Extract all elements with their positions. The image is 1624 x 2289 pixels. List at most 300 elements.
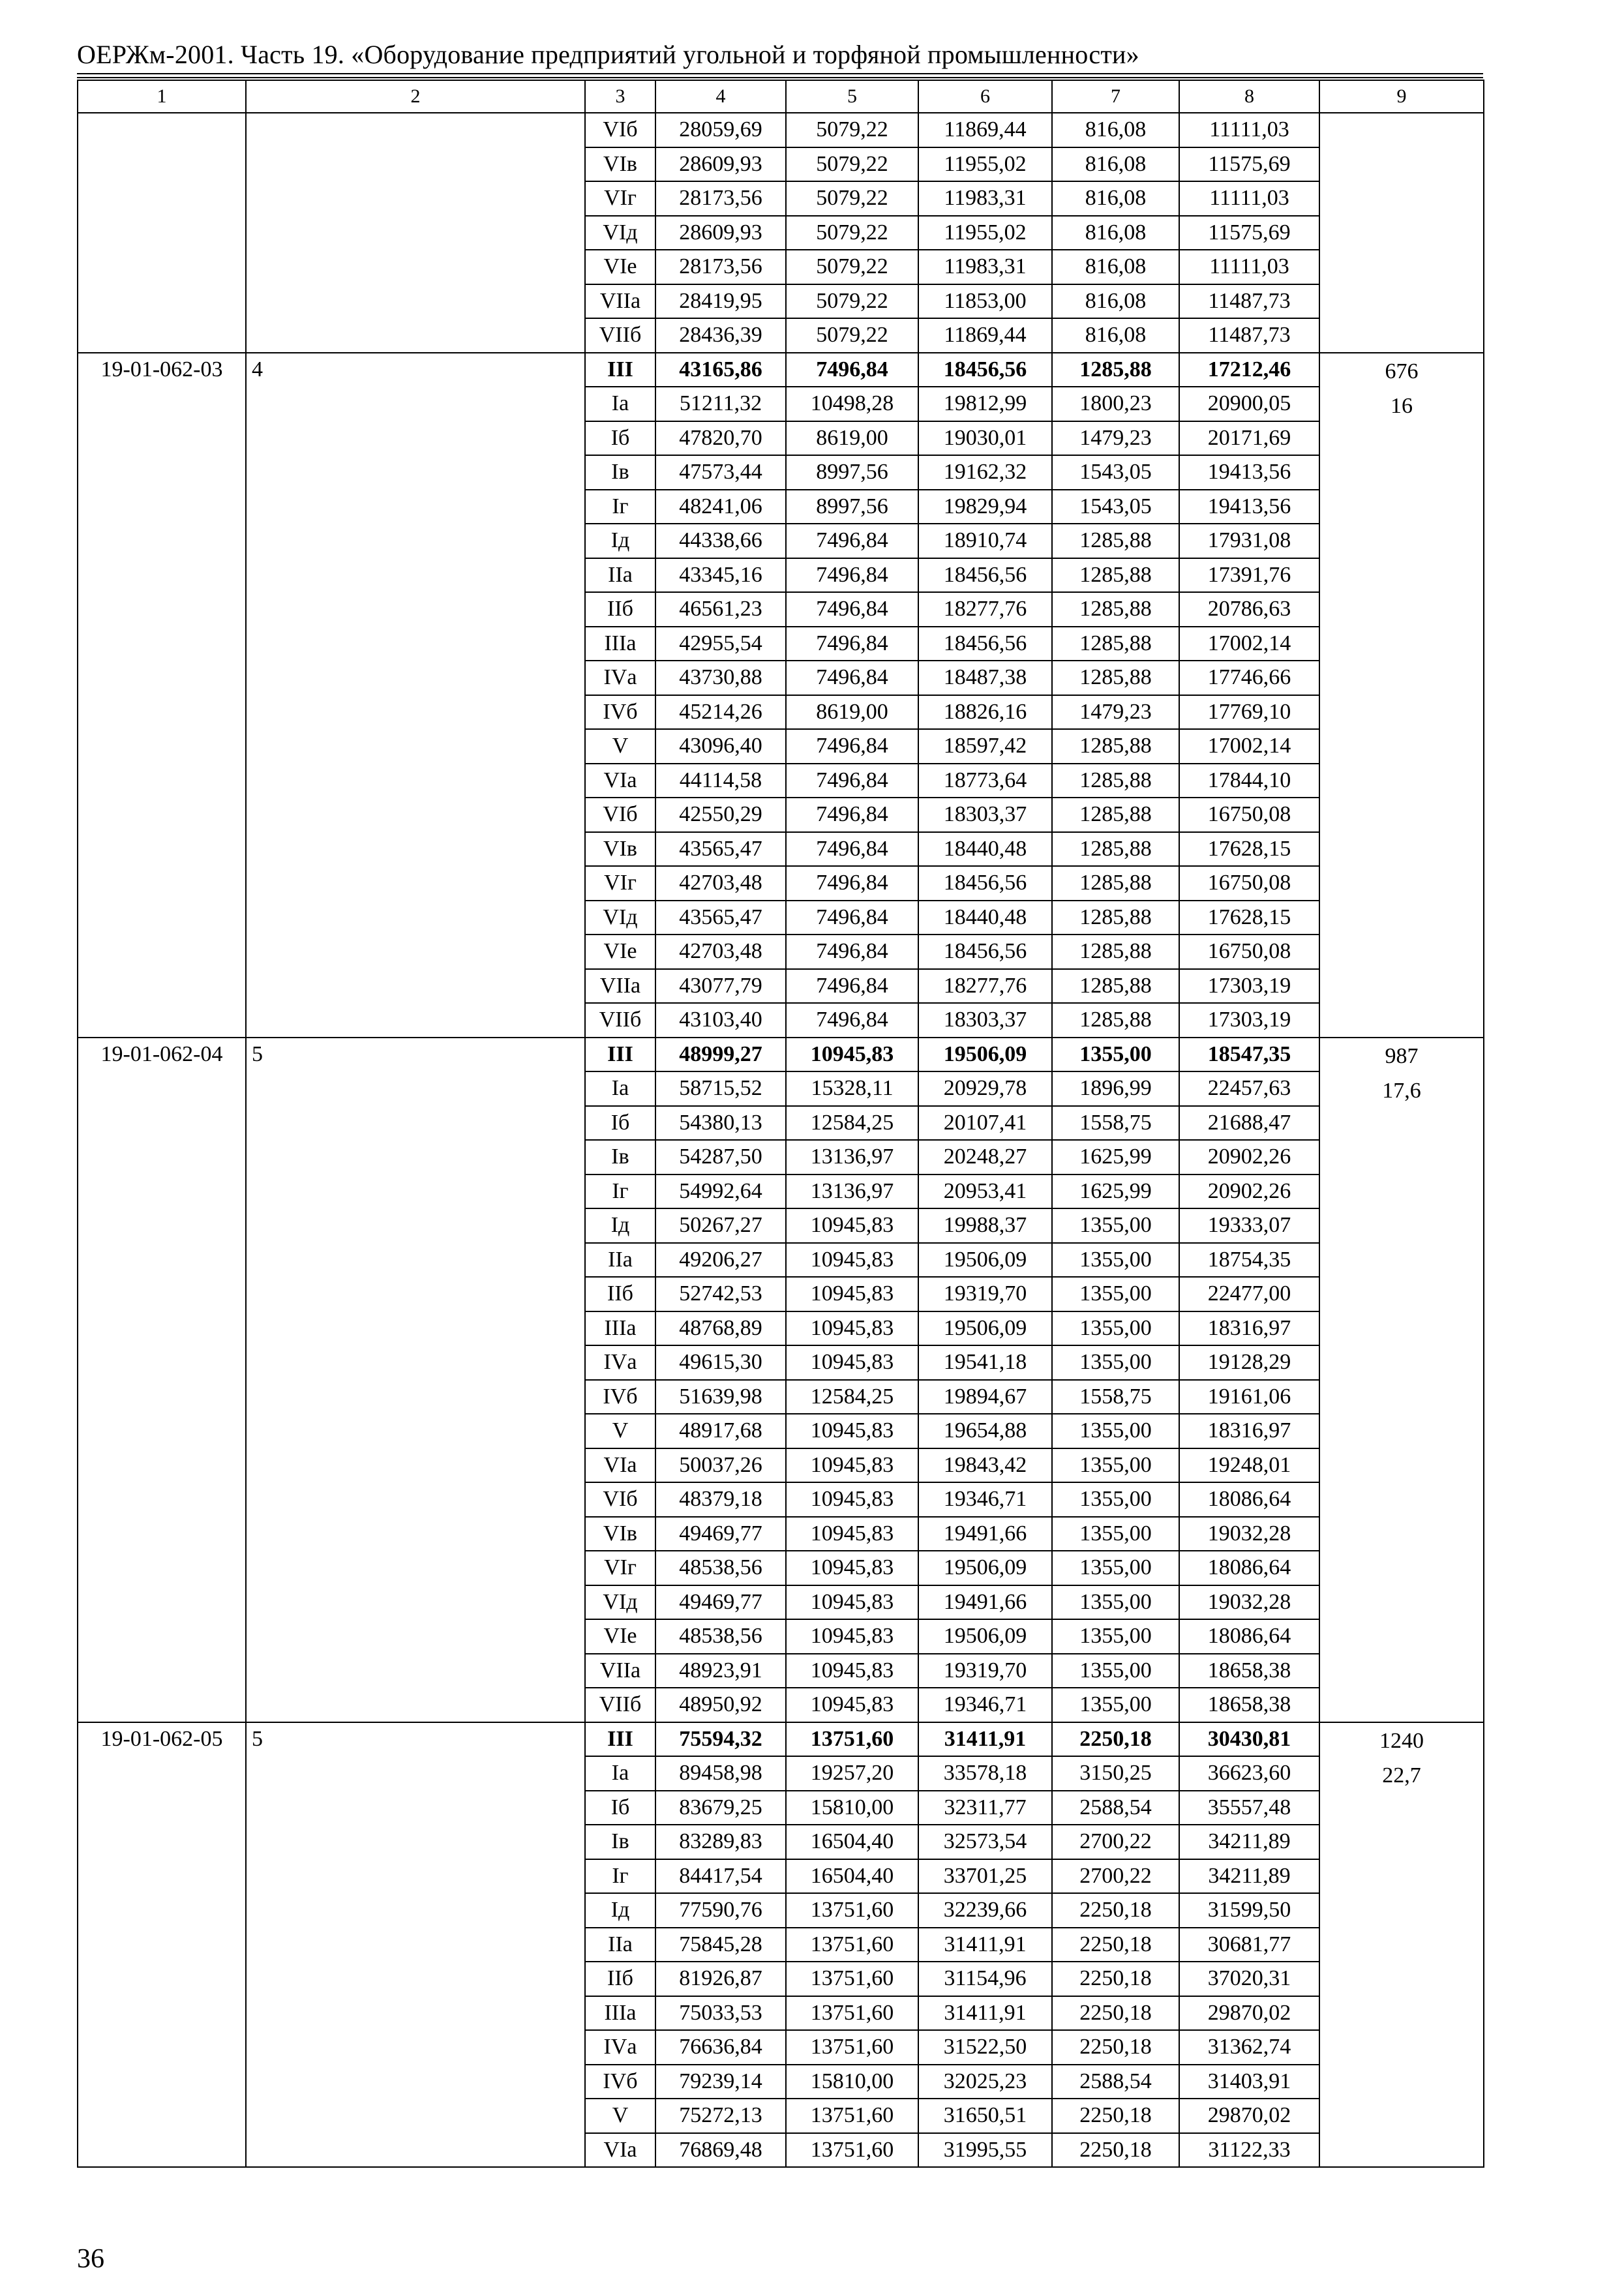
price-cell: 1285,88 (1052, 524, 1179, 558)
price-cell: 17628,15 (1179, 832, 1319, 867)
price-cell: 5079,22 (786, 318, 918, 353)
price-cell: 5079,22 (786, 113, 918, 147)
price-cell: 7496,84 (786, 832, 918, 867)
price-cell: 10945,83 (786, 1448, 918, 1483)
price-cell: 1355,00 (1052, 1311, 1179, 1346)
price-cell: 1355,00 (1052, 1414, 1179, 1448)
region-zone-cell: Iв (585, 1825, 655, 1859)
region-zone-cell: IIб (585, 1277, 655, 1311)
region-zone-cell: Iд (585, 1893, 655, 1928)
price-cell: 19128,29 (1179, 1345, 1319, 1380)
column-number-row (78, 80, 1484, 113)
price-cell: 1896,99 (1052, 1071, 1179, 1106)
price-cell: 1355,00 (1052, 1038, 1179, 1072)
price-cell: 13751,60 (786, 2133, 918, 2168)
price-cell: 19333,07 (1179, 1208, 1319, 1243)
price-cell: 31650,51 (918, 2099, 1052, 2133)
price-cell: 1285,88 (1052, 935, 1179, 969)
region-zone-cell: VIд (585, 216, 655, 250)
price-cell: 75594,32 (655, 1722, 786, 1757)
region-zone-cell: VIв (585, 147, 655, 182)
column-header: 4 (655, 80, 786, 113)
price-cell: 7496,84 (786, 866, 918, 901)
price-cell: 11487,73 (1179, 284, 1319, 319)
column-header: 1 (78, 80, 246, 113)
price-cell: 44114,58 (655, 764, 786, 798)
labor-cell (1319, 1722, 1484, 2168)
price-cell: 20248,27 (918, 1140, 1052, 1174)
price-cell: 1355,00 (1052, 1688, 1179, 1722)
price-cell: 18487,38 (918, 661, 1052, 695)
price-cell: 8619,00 (786, 421, 918, 456)
region-zone-cell: IIа (585, 1928, 655, 1962)
price-cell: 75272,13 (655, 2099, 786, 2133)
price-table (77, 80, 1484, 2168)
price-cell: 34211,89 (1179, 1825, 1319, 1859)
price-cell: 31362,74 (1179, 2030, 1319, 2065)
price-cell: 17303,19 (1179, 1003, 1319, 1038)
price-cell: 7496,84 (786, 627, 918, 661)
price-cell: 1355,00 (1052, 1585, 1179, 1620)
price-cell: 13751,60 (786, 1928, 918, 1962)
region-zone-cell: VIIб (585, 318, 655, 353)
table-row (78, 1722, 1484, 1757)
price-cell: 1285,88 (1052, 901, 1179, 935)
price-cell: 19541,18 (918, 1345, 1052, 1380)
price-cell: 11111,03 (1179, 181, 1319, 216)
labor-value: 16 (1391, 393, 1413, 418)
price-cell: 10945,83 (786, 1243, 918, 1278)
labor-cell (1319, 1038, 1484, 1722)
price-cell: 19988,37 (918, 1208, 1052, 1243)
region-zone-cell: VIд (585, 901, 655, 935)
price-cell: 31411,91 (918, 1928, 1052, 1962)
price-cell: 19346,71 (918, 1688, 1052, 1722)
price-cell: 19032,28 (1179, 1585, 1319, 1620)
price-cell: 19894,67 (918, 1380, 1052, 1414)
price-cell: 20953,41 (918, 1174, 1052, 1209)
region-zone-cell: Iв (585, 1140, 655, 1174)
price-cell: 1355,00 (1052, 1517, 1179, 1551)
price-cell: 10945,83 (786, 1038, 918, 1072)
price-cell: 31522,50 (918, 2030, 1052, 2065)
price-cell: 1355,00 (1052, 1448, 1179, 1483)
price-cell: 22477,00 (1179, 1277, 1319, 1311)
price-cell: 20929,78 (918, 1071, 1052, 1106)
price-cell: 18086,64 (1179, 1551, 1319, 1585)
price-cell: 1625,99 (1052, 1140, 1179, 1174)
price-cell: 28609,93 (655, 216, 786, 250)
price-cell: 18456,56 (918, 558, 1052, 593)
region-zone-cell: VIв (585, 832, 655, 867)
price-cell: 19413,56 (1179, 455, 1319, 490)
price-cell: 1355,00 (1052, 1345, 1179, 1380)
price-cell: 18277,76 (918, 969, 1052, 1004)
price-cell: 10945,83 (786, 1277, 918, 1311)
price-cell: 8619,00 (786, 695, 918, 730)
price-cell: 7496,84 (786, 798, 918, 832)
region-zone-cell: IVб (585, 2065, 655, 2099)
price-cell: 10945,83 (786, 1688, 918, 1722)
price-cell: 816,08 (1052, 147, 1179, 182)
price-cell: 28173,56 (655, 181, 786, 216)
price-cell: 18277,76 (918, 592, 1052, 627)
price-cell: 31995,55 (918, 2133, 1052, 2168)
price-cell: 11955,02 (918, 216, 1052, 250)
price-cell: 1625,99 (1052, 1174, 1179, 1209)
price-cell: 17844,10 (1179, 764, 1319, 798)
price-cell: 43565,47 (655, 901, 786, 935)
region-zone-cell: VIа (585, 764, 655, 798)
price-cell: 18086,64 (1179, 1619, 1319, 1654)
price-cell: 2250,18 (1052, 1928, 1179, 1962)
price-cell: 33701,25 (918, 1859, 1052, 1894)
price-cell: 50267,27 (655, 1208, 786, 1243)
price-cell: 10945,83 (786, 1517, 918, 1551)
column-header: 9 (1319, 80, 1484, 113)
price-cell: 28609,93 (655, 147, 786, 182)
price-cell: 18826,16 (918, 695, 1052, 730)
price-cell: 30430,81 (1179, 1722, 1319, 1757)
price-cell: 17628,15 (1179, 901, 1319, 935)
region-zone-cell: Iа (585, 387, 655, 421)
price-cell: 5079,22 (786, 250, 918, 284)
price-cell: 1479,23 (1052, 695, 1179, 730)
price-cell: 18303,37 (918, 1003, 1052, 1038)
price-cell: 2250,18 (1052, 1962, 1179, 1996)
price-cell: 18440,48 (918, 832, 1052, 867)
region-zone-cell: V (585, 729, 655, 764)
region-zone-cell: Iа (585, 1756, 655, 1791)
price-cell: 10945,83 (786, 1654, 918, 1688)
price-cell: 47820,70 (655, 421, 786, 456)
price-cell: 15810,00 (786, 2065, 918, 2099)
region-zone-cell: VIд (585, 1585, 655, 1620)
price-cell: 54380,13 (655, 1106, 786, 1141)
price-cell: 17391,76 (1179, 558, 1319, 593)
price-cell: 54287,50 (655, 1140, 786, 1174)
price-cell: 13751,60 (786, 1893, 918, 1928)
price-cell: 18456,56 (918, 866, 1052, 901)
price-cell: 5079,22 (786, 216, 918, 250)
region-zone-cell: VIг (585, 181, 655, 216)
price-cell: 10945,83 (786, 1311, 918, 1346)
price-cell: 31154,96 (918, 1962, 1052, 1996)
price-cell: 19248,01 (1179, 1448, 1319, 1483)
price-cell: 19812,99 (918, 387, 1052, 421)
price-cell: 13136,97 (786, 1140, 918, 1174)
price-cell: 49469,77 (655, 1517, 786, 1551)
price-cell: 816,08 (1052, 216, 1179, 250)
price-cell: 1543,05 (1052, 455, 1179, 490)
price-cell: 22457,63 (1179, 1071, 1319, 1106)
region-zone-cell: IIIа (585, 1996, 655, 2031)
price-cell: 1285,88 (1052, 353, 1179, 387)
price-cell: 43565,47 (655, 832, 786, 867)
price-cell: 43345,16 (655, 558, 786, 593)
price-cell: 19654,88 (918, 1414, 1052, 1448)
price-cell: 11575,69 (1179, 216, 1319, 250)
price-cell: 7496,84 (786, 592, 918, 627)
price-cell: 1285,88 (1052, 729, 1179, 764)
price-cell: 42550,29 (655, 798, 786, 832)
price-cell: 13136,97 (786, 1174, 918, 1209)
price-cell: 50037,26 (655, 1448, 786, 1483)
price-cell: 77590,76 (655, 1893, 786, 1928)
region-zone-cell: IIб (585, 592, 655, 627)
price-cell: 83679,25 (655, 1791, 786, 1825)
price-cell: 30681,77 (1179, 1928, 1319, 1962)
price-cell: 31599,50 (1179, 1893, 1319, 1928)
price-cell: 19506,09 (918, 1311, 1052, 1346)
price-cell: 12584,25 (786, 1106, 918, 1141)
price-cell: 12584,25 (786, 1380, 918, 1414)
price-cell: 1285,88 (1052, 627, 1179, 661)
price-cell: 19829,94 (918, 490, 1052, 524)
price-cell: 83289,83 (655, 1825, 786, 1859)
column-header: 5 (786, 80, 918, 113)
price-cell: 19319,70 (918, 1277, 1052, 1311)
price-cell: 11575,69 (1179, 147, 1319, 182)
price-cell: 10945,83 (786, 1585, 918, 1620)
price-cell: 33578,18 (918, 1756, 1052, 1791)
price-cell: 19346,71 (918, 1482, 1052, 1517)
price-cell: 36623,60 (1179, 1756, 1319, 1791)
price-cell: 13751,60 (786, 1962, 918, 1996)
price-cell: 1355,00 (1052, 1619, 1179, 1654)
price-cell: 1558,75 (1052, 1380, 1179, 1414)
price-cell: 31122,33 (1179, 2133, 1319, 2168)
price-cell: 10945,83 (786, 1551, 918, 1585)
region-zone-cell: IIа (585, 1243, 655, 1278)
price-cell: 19843,42 (918, 1448, 1052, 1483)
column-header: 8 (1179, 80, 1319, 113)
price-cell: 44338,66 (655, 524, 786, 558)
price-cell: 20900,05 (1179, 387, 1319, 421)
region-zone-cell: Iг (585, 490, 655, 524)
region-zone-cell: III (585, 1038, 655, 1072)
price-cell: 5079,22 (786, 284, 918, 319)
region-zone-cell: Iг (585, 1174, 655, 1209)
price-cell: 7496,84 (786, 661, 918, 695)
price-cell: 11487,73 (1179, 318, 1319, 353)
price-cell: 2700,22 (1052, 1825, 1179, 1859)
labor-value: 987 (1385, 1043, 1419, 1068)
price-cell: 17769,10 (1179, 695, 1319, 730)
price-cell: 34211,89 (1179, 1859, 1319, 1894)
price-cell: 10945,83 (786, 1619, 918, 1654)
price-cell: 32573,54 (918, 1825, 1052, 1859)
region-zone-cell: IVа (585, 2030, 655, 2065)
region-zone-cell: Iб (585, 1106, 655, 1141)
price-cell: 1355,00 (1052, 1551, 1179, 1585)
region-zone-cell: VIа (585, 1448, 655, 1483)
page-number: 36 (77, 2244, 104, 2274)
price-cell: 11869,44 (918, 318, 1052, 353)
price-cell: 18547,35 (1179, 1038, 1319, 1072)
region-zone-cell: IVб (585, 695, 655, 730)
price-cell: 48379,18 (655, 1482, 786, 1517)
price-cell: 28059,69 (655, 113, 786, 147)
document-header: ОЕРЖм-2001. Часть 19. «Оборудование предприятий угольной и торфяной промышленности» (77, 40, 1139, 69)
region-zone-cell: Iв (585, 455, 655, 490)
price-cell: 1285,88 (1052, 1003, 1179, 1038)
price-cell: 17303,19 (1179, 969, 1319, 1004)
price-cell: 51211,32 (655, 387, 786, 421)
price-cell: 49469,77 (655, 1585, 786, 1620)
labor-value: 676 (1385, 359, 1419, 383)
description-cell (246, 113, 585, 353)
price-cell: 10945,83 (786, 1482, 918, 1517)
price-cell: 48538,56 (655, 1619, 786, 1654)
column-header: 7 (1052, 80, 1179, 113)
price-cell: 16750,08 (1179, 798, 1319, 832)
region-zone-cell: IIIа (585, 1311, 655, 1346)
price-cell: 32025,23 (918, 2065, 1052, 2099)
region-zone-cell: IVб (585, 1380, 655, 1414)
price-cell: 816,08 (1052, 284, 1179, 319)
price-cell: 19506,09 (918, 1619, 1052, 1654)
price-cell: 18597,42 (918, 729, 1052, 764)
price-cell: 42703,48 (655, 935, 786, 969)
price-cell: 75033,53 (655, 1996, 786, 2031)
price-cell: 11869,44 (918, 113, 1052, 147)
labor-cell (1319, 353, 1484, 1038)
price-cell: 15810,00 (786, 1791, 918, 1825)
price-cell: 32239,66 (918, 1893, 1052, 1928)
price-cell: 7496,84 (786, 353, 918, 387)
price-cell: 11111,03 (1179, 113, 1319, 147)
price-cell: 816,08 (1052, 113, 1179, 147)
price-cell: 2250,18 (1052, 1996, 1179, 2031)
price-cell: 79239,14 (655, 2065, 786, 2099)
price-cell: 42703,48 (655, 866, 786, 901)
price-cell: 7496,84 (786, 969, 918, 1004)
price-cell: 52742,53 (655, 1277, 786, 1311)
price-cell: 49615,30 (655, 1345, 786, 1380)
region-zone-cell: IVа (585, 661, 655, 695)
price-cell: 48917,68 (655, 1414, 786, 1448)
resource-code-cell: 19-01-062-04 (78, 1038, 246, 1722)
price-cell: 48923,91 (655, 1654, 786, 1688)
region-zone-cell: IIIа (585, 627, 655, 661)
price-cell: 20171,69 (1179, 421, 1319, 456)
price-cell: 7496,84 (786, 524, 918, 558)
region-zone-cell: VIе (585, 935, 655, 969)
price-cell: 2250,18 (1052, 2133, 1179, 2168)
price-cell: 17212,46 (1179, 353, 1319, 387)
price-cell: 48768,89 (655, 1311, 786, 1346)
price-cell: 2250,18 (1052, 1722, 1179, 1757)
price-cell: 18456,56 (918, 353, 1052, 387)
price-cell: 18456,56 (918, 935, 1052, 969)
column-header: 3 (585, 80, 655, 113)
price-cell: 1285,88 (1052, 764, 1179, 798)
price-cell: 48999,27 (655, 1038, 786, 1072)
price-cell: 37020,31 (1179, 1962, 1319, 1996)
price-cell: 2700,22 (1052, 1859, 1179, 1894)
price-cell: 31411,91 (918, 1722, 1052, 1757)
resource-code-cell: 19-01-062-03 (78, 353, 246, 1038)
header-rule-top (77, 73, 1483, 74)
price-cell: 7496,84 (786, 1003, 918, 1038)
price-cell: 1285,88 (1052, 592, 1179, 627)
region-zone-cell: VIа (585, 2133, 655, 2168)
price-cell: 76636,84 (655, 2030, 786, 2065)
region-zone-cell: V (585, 1414, 655, 1448)
price-cell: 18658,38 (1179, 1688, 1319, 1722)
price-cell: 47573,44 (655, 455, 786, 490)
region-zone-cell: Iд (585, 524, 655, 558)
region-zone-cell: VIIа (585, 1654, 655, 1688)
price-cell: 19491,66 (918, 1517, 1052, 1551)
price-cell: 7496,84 (786, 558, 918, 593)
price-cell: 20107,41 (918, 1106, 1052, 1141)
price-cell: 11111,03 (1179, 250, 1319, 284)
price-cell: 18773,64 (918, 764, 1052, 798)
price-cell: 18086,64 (1179, 1482, 1319, 1517)
price-cell: 16504,40 (786, 1825, 918, 1859)
price-cell: 1800,23 (1052, 387, 1179, 421)
price-cell: 18303,37 (918, 798, 1052, 832)
table-row (78, 353, 1484, 387)
price-cell: 18456,56 (918, 627, 1052, 661)
price-cell: 1355,00 (1052, 1654, 1179, 1688)
region-zone-cell: III (585, 1722, 655, 1757)
column-header: 2 (246, 80, 585, 113)
price-cell: 75845,28 (655, 1928, 786, 1962)
price-cell: 1285,88 (1052, 832, 1179, 867)
price-cell: 46561,23 (655, 592, 786, 627)
price-cell: 11983,31 (918, 250, 1052, 284)
price-cell: 1285,88 (1052, 661, 1179, 695)
price-cell: 48950,92 (655, 1688, 786, 1722)
price-cell: 1355,00 (1052, 1208, 1179, 1243)
price-cell: 2250,18 (1052, 1893, 1179, 1928)
price-cell: 17002,14 (1179, 627, 1319, 661)
price-cell: 1355,00 (1052, 1482, 1179, 1517)
price-cell: 18658,38 (1179, 1654, 1319, 1688)
region-zone-cell: III (585, 353, 655, 387)
price-cell: 1558,75 (1052, 1106, 1179, 1141)
price-cell: 18440,48 (918, 901, 1052, 935)
price-cell: 49206,27 (655, 1243, 786, 1278)
region-zone-cell: Iб (585, 1791, 655, 1825)
price-cell: 13751,60 (786, 2099, 918, 2133)
price-cell: 7496,84 (786, 764, 918, 798)
price-cell: 13751,60 (786, 1722, 918, 1757)
labor-value: 22,7 (1382, 1763, 1421, 1788)
table-row (78, 113, 1484, 147)
price-cell: 20786,63 (1179, 592, 1319, 627)
header-rule-bottom (77, 77, 1483, 78)
price-cell: 11983,31 (918, 181, 1052, 216)
price-cell: 43103,40 (655, 1003, 786, 1038)
region-zone-cell: IIб (585, 1962, 655, 1996)
price-cell: 43077,79 (655, 969, 786, 1004)
region-zone-cell: VIб (585, 113, 655, 147)
price-cell: 2250,18 (1052, 2099, 1179, 2133)
price-cell: 11955,02 (918, 147, 1052, 182)
price-cell: 1355,00 (1052, 1277, 1179, 1311)
resource-code-cell: 19-01-062-05 (78, 1722, 246, 2168)
region-zone-cell: VIе (585, 1619, 655, 1654)
price-cell: 19319,70 (918, 1654, 1052, 1688)
price-cell: 43730,88 (655, 661, 786, 695)
region-zone-cell: VIб (585, 1482, 655, 1517)
price-cell: 18910,74 (918, 524, 1052, 558)
price-cell: 43165,86 (655, 353, 786, 387)
